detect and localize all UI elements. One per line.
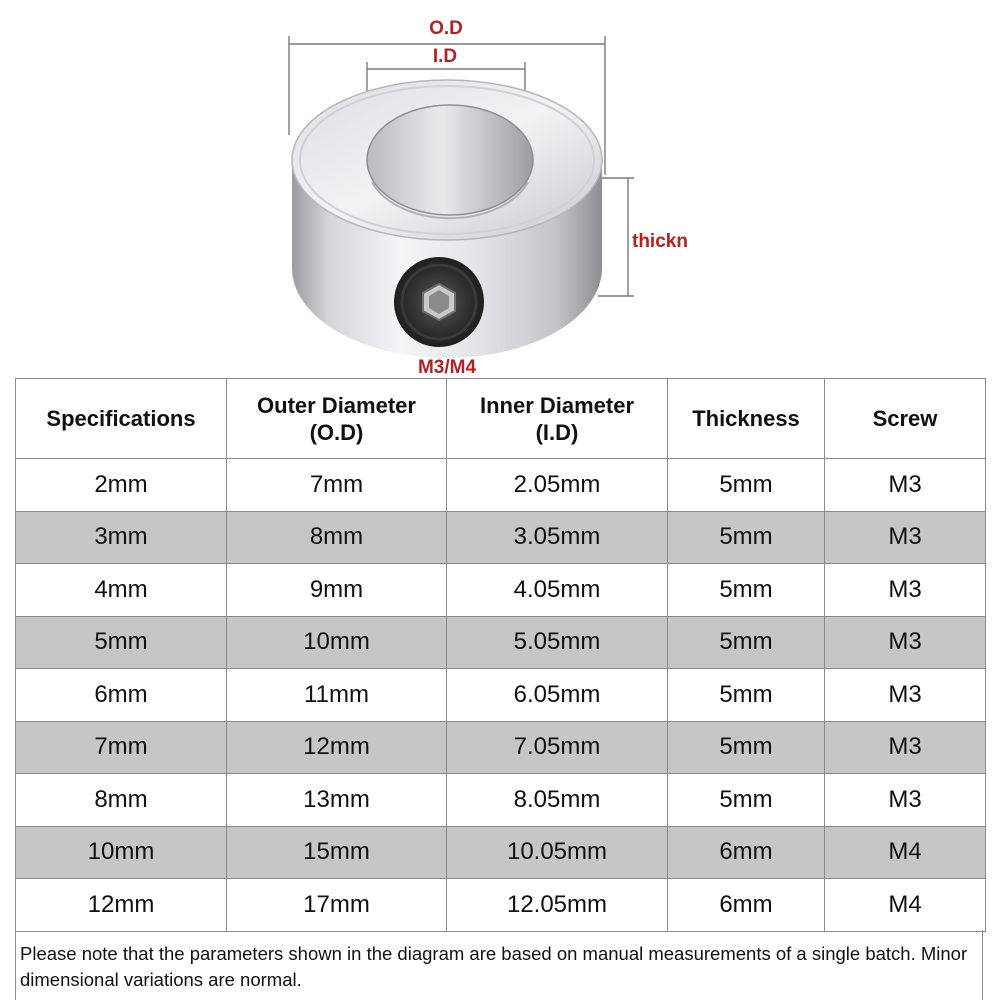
shaft-collar-diagram — [0, 0, 1000, 378]
table-row — [16, 511, 986, 564]
header-inner-diameter: Inner Diameter (I.D) — [447, 379, 668, 459]
table-row — [16, 459, 986, 512]
cell-inner-diameter: 3.05mm — [447, 511, 668, 564]
cell-inner-diameter: 2.05mm — [447, 459, 668, 512]
cell-spec: 5mm — [16, 616, 227, 669]
cell-thickness: 6mm — [668, 879, 825, 932]
table-row — [16, 669, 986, 722]
cell-screw: M3 — [825, 459, 986, 512]
cell-inner-diameter: 7.05mm — [447, 721, 668, 774]
thickness-label: thickn — [632, 231, 688, 252]
cell-thickness: 5mm — [668, 774, 825, 827]
table-row — [16, 774, 986, 827]
cell-spec: 4mm — [16, 564, 227, 617]
cell-spec: 10mm — [16, 826, 227, 879]
cell-outer-diameter: 17mm — [227, 879, 447, 932]
cell-outer-diameter: 7mm — [227, 459, 447, 512]
hex-socket-screw-icon — [394, 257, 484, 347]
header-outer-diameter: Outer Diameter (O.D) — [227, 379, 447, 459]
cell-thickness: 5mm — [668, 616, 825, 669]
cell-outer-diameter: 13mm — [227, 774, 447, 827]
cell-screw: M3 — [825, 721, 986, 774]
cell-spec: 3mm — [16, 511, 227, 564]
cell-screw: M3 — [825, 616, 986, 669]
cell-inner-diameter: 12.05mm — [447, 879, 668, 932]
cell-thickness: 5mm — [668, 459, 825, 512]
cell-outer-diameter: 8mm — [227, 511, 447, 564]
od-label: O.D — [429, 18, 463, 39]
cell-thickness: 5mm — [668, 721, 825, 774]
cell-inner-diameter: 5.05mm — [447, 616, 668, 669]
cell-outer-diameter: 11mm — [227, 669, 447, 722]
cell-inner-diameter: 6.05mm — [447, 669, 668, 722]
cell-inner-diameter: 4.05mm — [447, 564, 668, 617]
cell-screw: M3 — [825, 774, 986, 827]
cell-spec: 7mm — [16, 721, 227, 774]
cell-screw: M4 — [825, 879, 986, 932]
cell-screw: M3 — [825, 511, 986, 564]
cell-spec: 2mm — [16, 459, 227, 512]
cell-thickness: 5mm — [668, 564, 825, 617]
cell-inner-diameter: 8.05mm — [447, 774, 668, 827]
cell-outer-diameter: 15mm — [227, 826, 447, 879]
table-row — [16, 564, 986, 617]
cell-spec: 8mm — [16, 774, 227, 827]
screw-label: M3/M4 — [417, 357, 477, 378]
table-row — [16, 826, 986, 879]
header-screw: Screw — [825, 379, 986, 459]
cell-thickness: 5mm — [668, 669, 825, 722]
cell-outer-diameter: 12mm — [227, 721, 447, 774]
cell-screw: M3 — [825, 669, 986, 722]
specification-table — [15, 378, 986, 932]
table-header-row — [16, 379, 986, 459]
cell-outer-diameter: 10mm — [227, 616, 447, 669]
cell-spec: 12mm — [16, 879, 227, 932]
cell-thickness: 5mm — [668, 511, 825, 564]
header-thickness: Thickness — [668, 379, 825, 459]
cell-spec: 6mm — [16, 669, 227, 722]
cell-screw: M4 — [825, 826, 986, 879]
thickness-dimension-line — [598, 178, 634, 296]
id-label: I.D — [432, 46, 458, 67]
table-row — [16, 879, 986, 932]
table-row — [16, 721, 986, 774]
cell-thickness: 6mm — [668, 826, 825, 879]
disclaimer-note: Please note that the parameters shown in the diagram are based on manual measurements of a single batch. Minor dimensional variations are normal. — [15, 930, 983, 1000]
cell-screw: M3 — [825, 564, 986, 617]
cell-inner-diameter: 10.05mm — [447, 826, 668, 879]
cell-outer-diameter: 9mm — [227, 564, 447, 617]
header-specifications: Specifications — [16, 379, 227, 459]
table-row — [16, 616, 986, 669]
